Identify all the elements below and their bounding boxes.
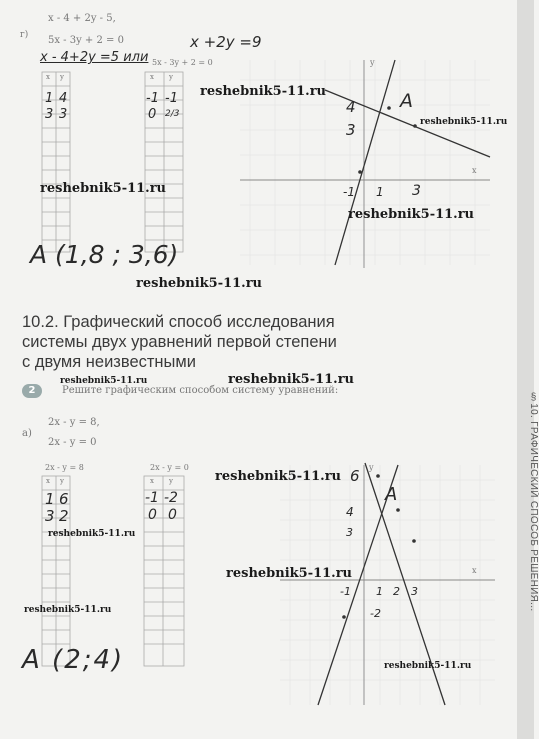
task2-t2-r2-x: 0 xyxy=(148,507,157,523)
top-line-5x-3y xyxy=(335,60,395,265)
watermark: reshebnik5-11.ru xyxy=(228,372,355,387)
task2-t2-header-y: y xyxy=(169,477,173,485)
running-header-side: §10. ГРАФИЧЕСКИЙ СПОСОБ РЕШЕНИЯ... xyxy=(528,392,539,612)
bottom-graph-y-6: 6 xyxy=(350,467,360,485)
watermark: reshebnik5-11.ru xyxy=(420,117,508,127)
top-t1-r1-y: 4 xyxy=(59,91,68,106)
top-equation-2: 5x - 3y + 2 = 0 xyxy=(48,35,124,46)
top-handwritten-eq1: x - 4+2y =5 или xyxy=(40,50,149,65)
task2-t1-r2-y: 2 xyxy=(59,507,69,525)
task2-t2-r1-x: -1 xyxy=(145,490,159,506)
bottom-point-mark-2 xyxy=(412,539,416,543)
task2-t1-header-y: y xyxy=(60,477,64,485)
top-t2-header-y: y xyxy=(169,73,173,81)
bottom-point-a-mark xyxy=(396,508,400,512)
bottom-graph-y-neg2: -2 xyxy=(370,607,381,620)
top-graph-y-3: 3 xyxy=(346,121,356,139)
watermark: reshebnik5-11.ru xyxy=(24,605,112,615)
top-t1-header-y: y xyxy=(60,73,64,81)
task2-part-label: а) xyxy=(22,428,32,439)
top-equation-1: x - 4 + 2y - 5, xyxy=(48,13,116,24)
section-title-line-3: с двумя неизвестными xyxy=(22,353,196,371)
top-t2-header-x: x xyxy=(150,73,154,81)
task2-answer: A (2;4) xyxy=(22,645,125,675)
task2-instruction: Решите графическим способом систему уравнений: xyxy=(62,385,339,396)
watermark: reshebnik5-11.ru xyxy=(136,276,263,291)
task2-table1-header: 2x - y = 8 xyxy=(45,463,84,472)
bottom-graph-x-neg1: -1 xyxy=(340,585,351,598)
watermark: reshebnik5-11.ru xyxy=(60,376,148,386)
part-label-g: г) xyxy=(20,30,29,40)
top-t1-r1-x: 1 xyxy=(45,91,54,106)
task2-equation-1: 2x - y = 8, xyxy=(48,417,100,428)
task2-t2-r1-y: -2 xyxy=(164,490,178,506)
top-handwritten-eq2: x +2y =9 xyxy=(190,33,262,51)
top-table2-header: 5x - 3y + 2 = 0 xyxy=(152,58,213,67)
watermark: reshebnik5-11.ru xyxy=(384,661,472,671)
bottom-graph-point-a: A xyxy=(385,484,398,505)
task2-table2-header: 2x - y = 0 xyxy=(150,463,189,472)
task2-t2-r2-y: 0 xyxy=(168,507,177,523)
section-title-line-1: 10.2. Графический способ исследования xyxy=(22,313,335,331)
bottom-graph-y-4: 4 xyxy=(346,505,354,519)
bottom-point-mark-1 xyxy=(376,474,380,478)
top-t1-header-x: x xyxy=(46,73,50,81)
bottom-graph-x-1: 1 xyxy=(376,585,383,598)
task2-t1-header-x: x xyxy=(46,477,50,485)
top-t1-r2-x: 3 xyxy=(45,107,54,122)
top-answer: A (1,8 ; 3,6) xyxy=(30,240,179,269)
bottom-graph-x-2: 2 xyxy=(393,585,400,598)
watermark: reshebnik5-11.ru xyxy=(215,469,342,484)
watermark: reshebnik5-11.ru xyxy=(40,181,167,196)
top-t2-r2-y: 2/3 xyxy=(165,109,180,119)
watermark: reshebnik5-11.ru xyxy=(200,84,327,99)
task-number-badge: 2 xyxy=(22,384,42,398)
top-t2-r1-y: -1 xyxy=(165,91,178,106)
top-graph-point-a: A xyxy=(400,90,413,112)
task2-t1-r1-x: 1 xyxy=(45,490,55,508)
top-t2-r1-x: -1 xyxy=(146,91,159,106)
watermark: reshebnik5-11.ru xyxy=(348,207,475,222)
top-graph-axis-x: x xyxy=(472,166,477,175)
top-graph-x-3: 3 xyxy=(412,183,421,199)
top-graph-y-4: 4 xyxy=(346,98,356,116)
task2-t1-r2-x: 3 xyxy=(45,507,55,525)
top-point-a-mark xyxy=(387,106,391,110)
bottom-graph-x-3: 3 xyxy=(411,585,418,598)
top-graph-x-neg1: -1 xyxy=(343,185,355,199)
bottom-point-mark-3 xyxy=(342,615,346,619)
task2-t2-header-x: x xyxy=(150,477,154,485)
top-t1-r2-y: 3 xyxy=(59,107,68,122)
bottom-graph-axis-y: y xyxy=(369,463,374,472)
top-point-mark-1 xyxy=(358,170,362,174)
watermark: reshebnik5-11.ru xyxy=(226,566,353,581)
top-point-mark-2 xyxy=(413,124,417,128)
task2-t1-r1-y: 6 xyxy=(59,490,69,508)
top-t2-r2-x: 0 xyxy=(148,107,157,122)
top-graph-x-1: 1 xyxy=(376,185,384,199)
top-graph-axis-y: y xyxy=(370,58,375,67)
bottom-graph-axis-x: x xyxy=(472,566,477,575)
task2-equation-2: 2x - y = 0 xyxy=(48,437,97,448)
section-title-line-2: системы двух уравнений первой степени xyxy=(22,333,337,351)
bottom-graph-y-3: 3 xyxy=(346,526,353,539)
watermark: reshebnik5-11.ru xyxy=(48,529,136,539)
